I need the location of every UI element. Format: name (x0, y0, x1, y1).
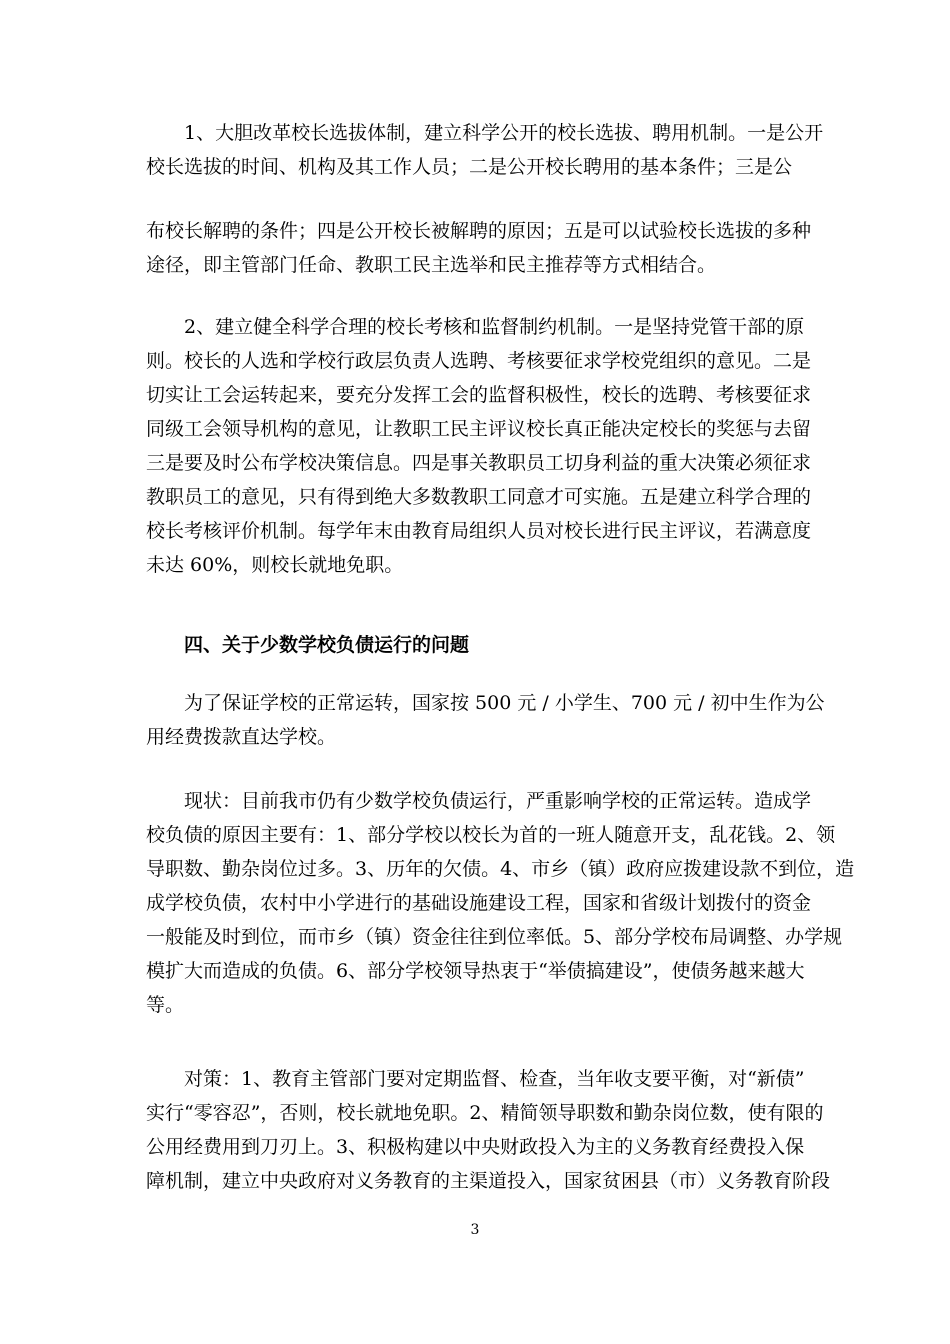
page-number: 3 (470, 1222, 480, 1238)
text-line: 现状：目前我市仍有少数学校负债运行，严重影响学校的正常运转。造成学 (184, 790, 812, 812)
paragraph-1 (146, 116, 824, 184)
paragraph-4 (146, 686, 825, 754)
paragraph-2 (146, 214, 812, 282)
text-line: 公用经费用到刀刃上。3、积极构建以中央财政投入为主的义务教育经费投入保 (146, 1136, 805, 1158)
text-line: 切实让工会运转起来，要充分发挥工会的监督积极性，校长的选聘、考核要征求 (146, 384, 812, 406)
text-line: 一般能及时到位，而市乡（镇）资金往往到位率低。5、部分学校布局调整、办学规 (146, 926, 843, 948)
text-line: 校长选拔的时间、机构及其工作人员；二是公开校长聘用的基本条件；三是公 (146, 156, 793, 178)
text-line: 则。校长的人选和学校行政层负责人选聘、考核要征求学校党组织的意见。二是 (146, 350, 812, 372)
text-line: 成学校负债，农村中小学进行的基础设施建设工程，国家和省级计划拨付的资金 (146, 892, 812, 914)
text-line: 障机制，建立中央政府对义务教育的主渠道投入，国家贫困县（市）义务教育阶段 (146, 1170, 831, 1192)
text-line: 导职数、勤杂岗位过多。3、历年的欠债。4、市乡（镇）政府应拨建设款不到位，造 (146, 858, 855, 880)
heading-text: 四、关于少数学校负债运行的问题 (184, 634, 470, 656)
text-line: 等。 (146, 994, 185, 1016)
text-line: 对策：1、教育主管部门要对定期监督、检查，当年收支要平衡，对“新债” (184, 1068, 805, 1090)
text-line: 同级工会领导机构的意见，让教职工民主评议校长真正能决定校长的奖惩与去留 (146, 418, 812, 440)
section-heading (146, 628, 806, 662)
paragraph-3 (146, 310, 812, 582)
text-line: 模扩大而造成的负债。6、部分学校领导热衷于“举债搞建设”，使债务越来越大 (146, 960, 805, 982)
text-line: 教职员工的意见，只有得到绝大多数教职工同意才可实施。五是建立科学合理的 (146, 486, 812, 508)
paragraph-5 (146, 784, 855, 1022)
text-line: 为了保证学校的正常运转，国家按 500 元 / 小学生、700 元 / 初中生作为公 (184, 692, 825, 714)
text-line: 未达 60%，则校长就地免职。 (146, 554, 404, 576)
text-line: 实行“零容忍”，否则，校长就地免职。2、精简领导职数和勤杂岗位数，使有限的 (146, 1102, 824, 1124)
paragraph-6 (146, 1062, 831, 1198)
text-line: 布校长解聘的条件；四是公开校长被解聘的原因；五是可以试验校长选拔的多种 (146, 220, 812, 242)
text-line: 用经费拨款直达学校。 (146, 726, 337, 748)
text-line: 三是要及时公布学校决策信息。四是事关教职员工切身利益的重大决策必须征求 (146, 452, 812, 474)
text-line: 2、建立健全科学合理的校长考核和监督制约机制。一是坚持党管干部的原 (184, 316, 805, 338)
text-line: 途径，即主管部门任命、教职工民主选举和民主推荐等方式相结合。 (146, 254, 717, 276)
text-line: 校负债的原因主要有：1、部分学校以校长为首的一班人随意开支，乱花钱。2、领 (146, 824, 836, 846)
text-line: 1、大胆改革校长选拔体制，建立科学公开的校长选拔、聘用机制。一是公开 (184, 122, 824, 144)
text-line: 校长考核评价机制。每学年末由教育局组织人员对校长进行民主评议，若满意度 (146, 520, 812, 542)
